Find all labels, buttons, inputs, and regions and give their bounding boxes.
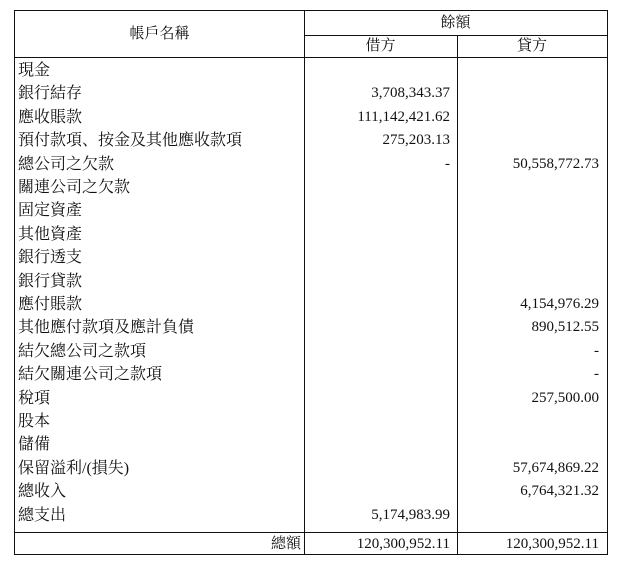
credit-value: 4,154,976.29: [520, 296, 599, 312]
account-name: 其他應付款項及應計負債: [18, 319, 195, 337]
credit-value: -: [594, 342, 599, 359]
table-row: [15, 387, 607, 410]
credit-value: 6,764,321.32: [520, 483, 599, 500]
credit-value: 50,558,772.73: [512, 155, 599, 172]
account-name: 固定資產: [18, 202, 83, 220]
table-row: [15, 199, 607, 222]
account-name: 總收入: [18, 483, 67, 501]
table-row: [15, 340, 607, 363]
table-row: [15, 153, 607, 176]
total-debit: 120,300,952.11: [356, 536, 450, 552]
table-row: [15, 106, 607, 129]
account-name: 稅項: [18, 389, 51, 407]
table-row: [15, 246, 607, 269]
total-credit: 120,300,952.11: [505, 536, 599, 552]
account-name: 銀行貸款: [18, 272, 83, 290]
credit-value: 257,500.00: [531, 389, 599, 406]
table-row: [15, 59, 607, 82]
table-row: [15, 223, 607, 246]
table-row: [15, 176, 607, 199]
debit-value: 111,142,421.62: [357, 108, 450, 125]
account-name: 銀行透支: [18, 249, 83, 267]
account-name: 應付賬款: [18, 296, 83, 313]
table-row: [15, 270, 607, 293]
account-name: 保留溢利/(損失): [18, 459, 130, 477]
credit-value: 57,674,869.22: [512, 459, 599, 476]
debit-value: 5,174,983.99: [371, 506, 450, 523]
account-name: 總支出: [18, 506, 67, 524]
account-name-header: 帳戶名稱: [129, 26, 190, 42]
table-row: [15, 480, 607, 503]
account-name: 銀行結存: [18, 85, 83, 103]
debit-value: -: [445, 155, 450, 172]
table-row: [15, 433, 607, 456]
account-name: 股本: [18, 413, 51, 430]
table-row: [15, 504, 607, 527]
account-name: 應收賬款: [18, 108, 83, 126]
account-name: 預付款項、按金及其他應收款項: [18, 132, 243, 150]
account-name: 關連公司之欠款: [18, 179, 131, 196]
account-name: 儲備: [18, 436, 51, 454]
account-name: 現金: [18, 62, 51, 79]
total-label: 總額: [270, 536, 301, 552]
debit-header: 借方: [365, 38, 396, 54]
balance-header: 餘額: [440, 15, 471, 31]
table-row: [15, 410, 607, 433]
header-bottom-rule: [15, 57, 607, 58]
table-row: [15, 316, 607, 339]
credit-value: 890,512.55: [531, 319, 599, 336]
debit-value: 275,203.13: [382, 132, 450, 149]
trial-balance-table: [14, 10, 608, 555]
account-name: 結欠總公司之款項: [18, 342, 147, 360]
account-name: 總公司之欠款: [18, 155, 115, 173]
table-row: [15, 129, 607, 152]
debit-value: 3,708,343.37: [371, 85, 450, 102]
account-name: 結欠關連公司之款項: [18, 366, 163, 384]
credit-value: -: [594, 366, 599, 383]
total-row: [15, 533, 607, 556]
credit-header: 貸方: [516, 38, 547, 54]
account-name: 其他資產: [18, 225, 83, 243]
table-row: [15, 363, 607, 386]
table-row: [15, 457, 607, 480]
table-row: [15, 82, 607, 105]
table-row: [15, 293, 607, 316]
